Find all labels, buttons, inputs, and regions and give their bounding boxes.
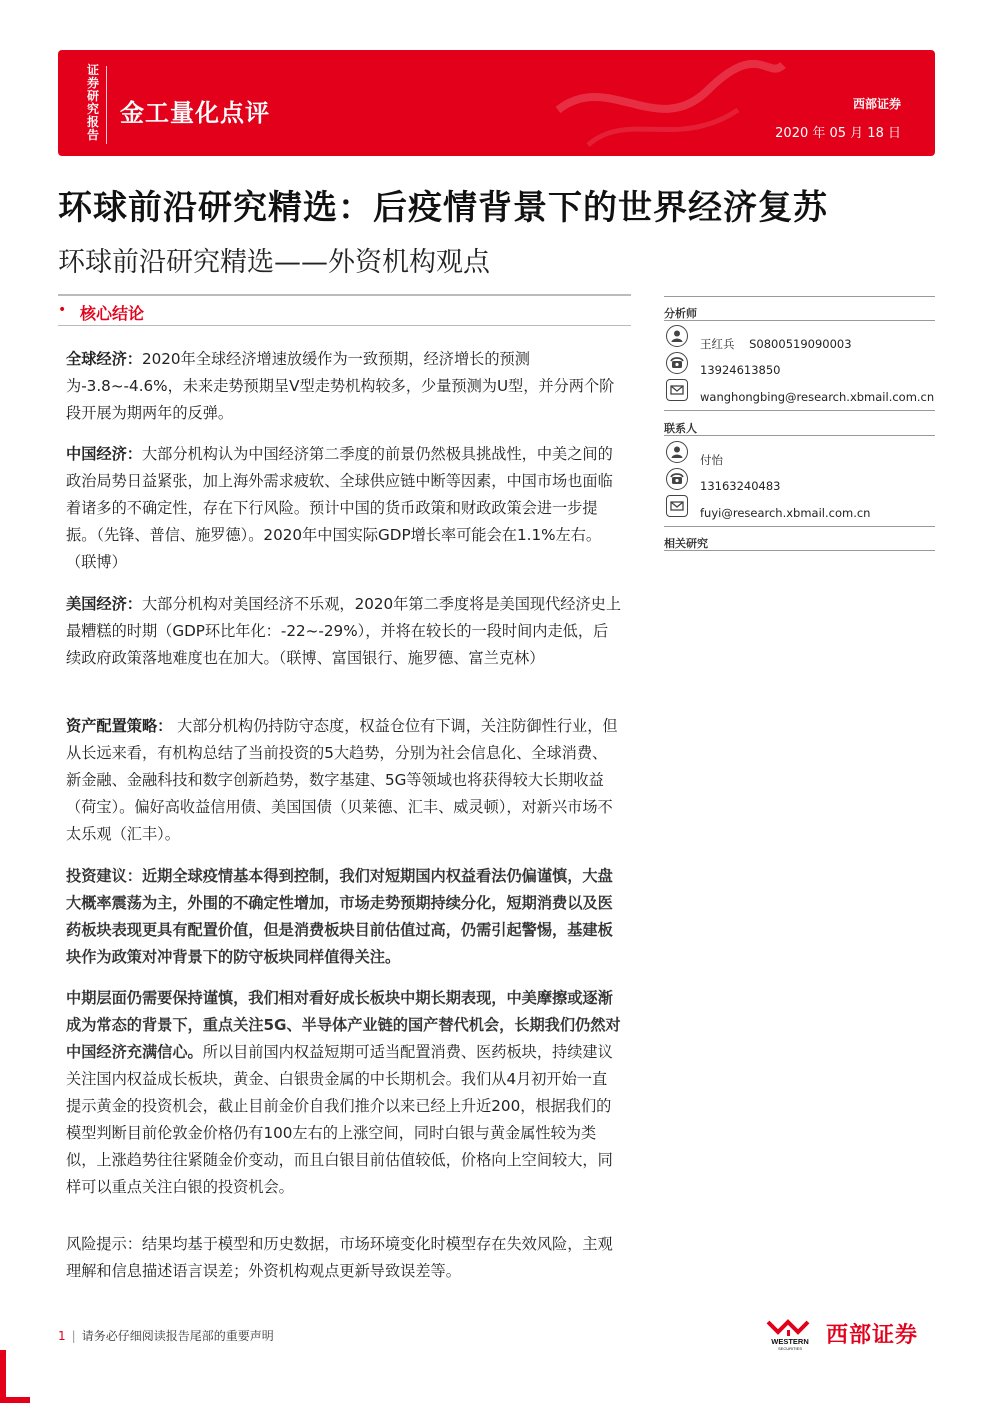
corner-bar bbox=[0, 1350, 6, 1403]
email-icon bbox=[666, 495, 688, 517]
paragraph-lead: 中国经济： bbox=[66, 445, 142, 463]
broker-name: 西部证券 bbox=[852, 97, 901, 111]
section-header bbox=[58, 294, 631, 326]
paragraph-text: 大部分机构仍持防守态度，权益仓位有下调，关注防御性行业，但从长远来看，有机构总结了当前投资的5大趋势，分别为社会信息化、全球消费、新金融、金融科技和数字创新趋势，数字基建、5G等领域也将获得较大长期收益（荷宝）。偏好高收益信用债、美国国债（贝莱德、汇丰、威灵顿），对新兴市场不太乐观（汇丰）。 bbox=[66, 717, 618, 843]
contact-email[interactable]: fuyi@research.xbmail.com.cn bbox=[700, 506, 871, 520]
phone-icon bbox=[666, 468, 688, 490]
logo-mark-icon bbox=[760, 1318, 820, 1352]
header-banner bbox=[58, 50, 935, 156]
person-icon bbox=[666, 441, 688, 463]
paragraph-strong: 中期层面仍需要保持谨慎，我们相对看好成长板块中期长期表现，中美摩擦或逐渐成为常态的背景下，重点关注5G、半导体产业链的国产替代机会，长期我们仍然对中国经济充满信心。 bbox=[66, 989, 621, 1061]
report-type-vertical: 证券研究报告 bbox=[86, 63, 99, 142]
email-icon bbox=[666, 379, 688, 401]
sidebar-rule bbox=[664, 296, 935, 297]
contact-name: 付怡 bbox=[700, 453, 723, 467]
page-subtitle: 环球前沿研究精选——外资机构观点 bbox=[58, 247, 490, 278]
logo-en-1: WESTERN bbox=[771, 1337, 809, 1346]
logo-cn: 西部证券 bbox=[826, 1323, 919, 1348]
analyst-cert: S0800519090003 bbox=[749, 337, 852, 351]
contact-phone: 13163240483 bbox=[700, 479, 781, 493]
analyst-phone: 13924613850 bbox=[700, 363, 781, 377]
page-title: 环球前沿研究精选：后疫情背景下的世界经济复苏 bbox=[58, 188, 828, 228]
banner-decoration-icon bbox=[548, 50, 788, 156]
person-icon bbox=[666, 325, 688, 347]
paragraph-investment-advice: 投资建议：近期全球疫情基本得到控制，我们对短期国内权益看法仍偏谨慎，大盘大概率震荡为主，外围的不确定性增加，市场走势预期持续分化，短期消费以及医药板块表现更具有配置价值，但是消费板块目前估值过高，仍需引起警惕，基建板块作为政策对冲背景下的防守板块同样值得关注。 bbox=[66, 867, 613, 966]
report-series: 金工量化点评 bbox=[120, 99, 270, 127]
corner-bar bbox=[0, 1397, 30, 1403]
analyst-name: 王红兵 bbox=[700, 337, 735, 351]
paragraph-text: 大部分机构对美国经济不乐观，2020年第二季度将是美国现代经济史上最糟糕的时期（GDP环比年化：-22~-29%），并将在较长的一段时间内走低，后续政府政策落地难度也在加大。（联博、富国银行、施罗德、富兰克林） bbox=[66, 595, 622, 667]
related-research-label: 相关研究 bbox=[664, 537, 708, 550]
paragraph-china-economy bbox=[66, 441, 622, 576]
contact-label: 联系人 bbox=[664, 422, 697, 435]
phone-icon bbox=[666, 352, 688, 374]
banner-divider bbox=[106, 66, 107, 144]
paragraph-global-economy bbox=[66, 346, 622, 427]
paragraph-text: 大部分机构认为中国经济第二季度的前景仍然极具挑战性，中美之间的政治局势日益紧张，加上海外需求疲软、全球供应链中断等因素，中国市场也面临着诸多的不确定性，存在下行风险。预计中国的货币政策和财政政策会进一步提振。（先锋、普信、施罗德）。2020年中国实际GDP增长率可能会在1.1%左右。（联博） bbox=[66, 445, 613, 571]
sidebar-rule bbox=[664, 435, 935, 436]
paragraph-lead: 美国经济： bbox=[66, 595, 142, 613]
paragraph-lead: 资产配置策略： bbox=[66, 717, 173, 735]
company-logo bbox=[760, 1318, 919, 1356]
bullet-icon: • bbox=[58, 302, 67, 318]
analyst-email[interactable]: wanghongbing@research.xbmail.com.cn bbox=[700, 390, 935, 404]
analyst-label: 分析师 bbox=[664, 307, 697, 320]
logo-en-2: SECURITIES bbox=[777, 1346, 803, 1351]
paragraph-asset-allocation bbox=[66, 713, 622, 848]
analyst-info bbox=[700, 336, 852, 352]
page-number: 1 bbox=[58, 1329, 66, 1343]
paragraph-mid-term bbox=[66, 985, 622, 1201]
footer-disclaimer: 请务必仔细阅读报告尾部的重要声明 bbox=[81, 1329, 274, 1343]
section-label: 核心结论 bbox=[80, 304, 145, 323]
paragraph-risk: 风险提示：结果均基于模型和历史数据，市场环境变化时模型存在失效风险，主观理解和信息描述语言误差；外资机构观点更新导致误差等。 bbox=[66, 1235, 613, 1280]
paragraph-text: 所以目前国内权益短期可适当配置消费、医药板块，持续建议关注国内权益成长板块，黄金、白银贵金属的中长期机会。我们从4月初开始一直提示黄金的投资机会，截止目前金价自我们推介以来已经上升近200，根据我们的模型判断目前伦敦金价格仍有100左右的上涨空间，同时白银与黄金属性较为类似，上涨趋势往往紧随金价变动，而且白银目前估值较低，价格向上空间较大，同样可以重点关注白银的投资机会。 bbox=[66, 1043, 613, 1196]
sidebar-rule bbox=[664, 320, 935, 321]
sidebar-rule bbox=[664, 526, 935, 527]
sidebar-rule bbox=[664, 410, 935, 411]
page-footer: 1 | 请务必仔细阅读报告尾部的重要声明 bbox=[58, 1329, 274, 1343]
paragraph-text: 2020年全球经济增速放缓作为一致预期，经济增长的预测为-3.8~-4.6%，未来走势预期呈V型走势机构较多，少量预测为U型，并分两个阶段开展为期两年的反弹。 bbox=[66, 350, 615, 422]
report-date: 2020 年 05 月 18 日 bbox=[775, 126, 901, 141]
paragraph-us-economy bbox=[66, 591, 622, 672]
paragraph-lead: 全球经济： bbox=[66, 350, 142, 368]
sidebar-rule bbox=[664, 550, 935, 551]
